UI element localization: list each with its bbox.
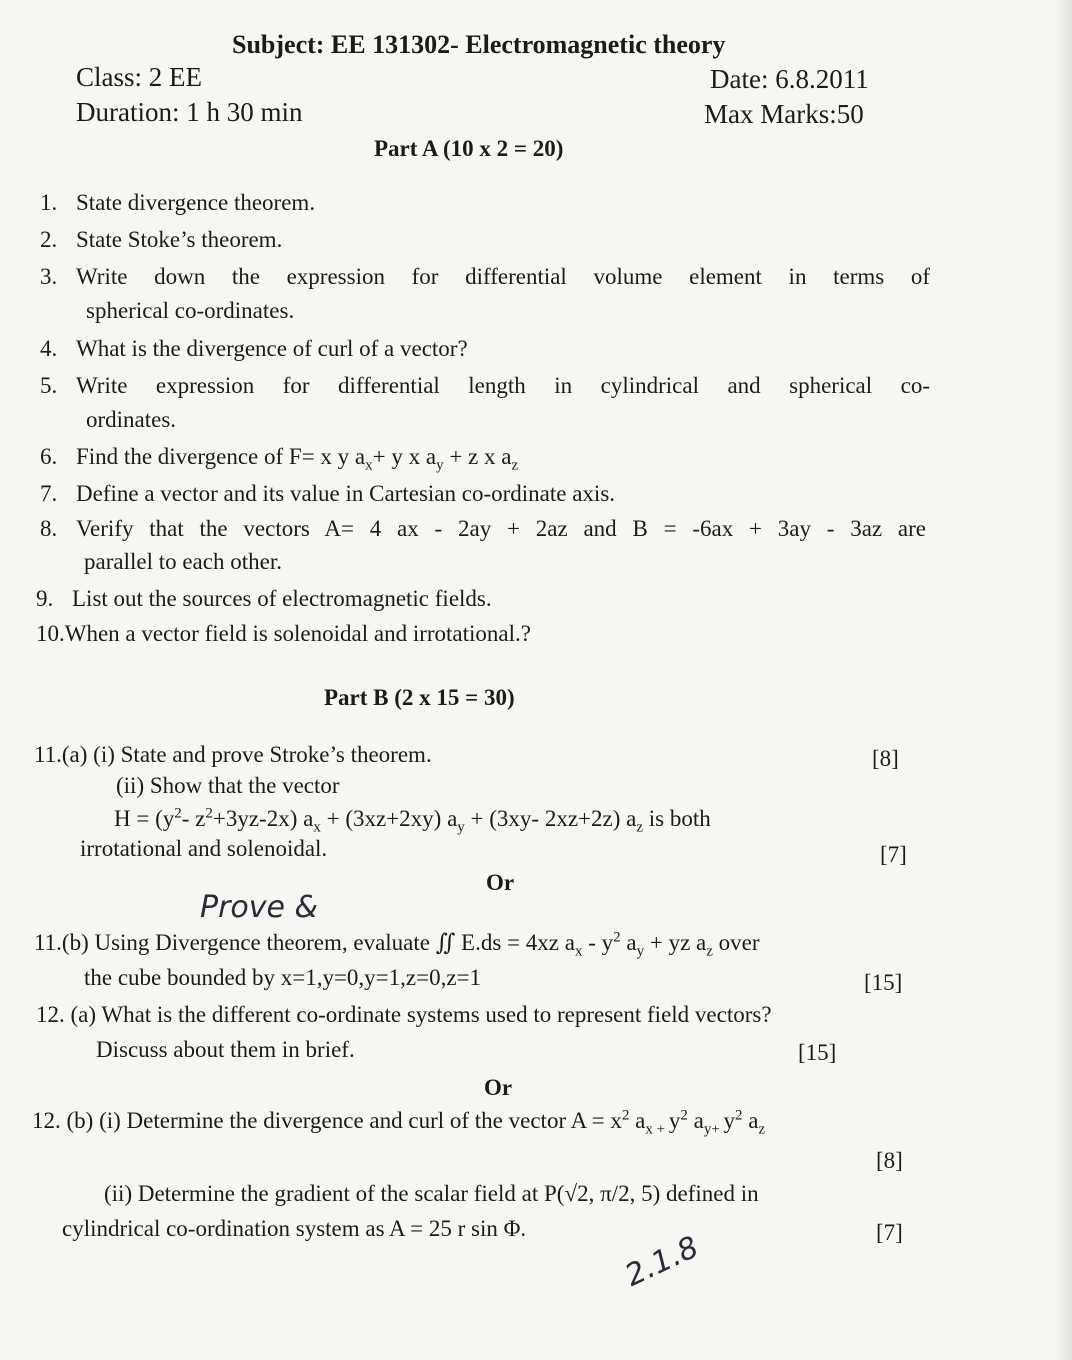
question-7: 7. Define a vector and its value in Cartesian co-ordinate axis. [40,481,616,506]
subject-title: Subject: EE 131302- Electromagnetic theory [232,30,726,59]
question-11b: 11.(b) Using Divergence theorem, evaluate ∬ E.ds = 4xz $a_x - y^2$ $a_y$ + yz $a_z$ over [34,929,760,960]
question-12b-ii: (ii) Determine the gradient of the scalar field at P(√2, π/2, 5) defined in [104,1181,759,1206]
question-3-cont: spherical co-ordinates. [86,298,295,323]
marks-12b-ii: [7] [876,1220,903,1245]
question-2: 2. State Stoke’s theorem. [40,227,283,252]
marks-11a-i: [8] [872,746,899,771]
question-11a-ii-end: irrotational and solenoidal. [80,836,328,861]
part-a-title: Part A (10 x 2 = 20) [374,136,564,161]
question-3: 3. Write down the expression for differential volume element in terms of [40,264,930,289]
duration-label: Duration: 1 h 30 min [76,97,303,127]
question-5-cont: ordinates. [86,407,177,432]
handwritten-bottom-note: 2.1.8 [620,1229,704,1294]
class-label: Class: 2 EE [76,62,202,92]
question-12b-ii-cont: cylindrical co-ordination system as A = 25 r sin Φ. [62,1216,527,1241]
part-b-title: Part B (2 x 15 = 30) [324,685,515,710]
question-8: 8. Verify that the vectors A= 4 ax - 2ay + 2az and B = -6ax + 3ay - 3az are [40,516,926,541]
question-12a-cont: Discuss about them in brief. [96,1037,355,1062]
question-10: 10.When a vector field is solenoidal and irrotational.? [36,621,531,646]
marks-12b-i: [8] [876,1148,903,1173]
max-marks-label: Max Marks:50 [704,99,864,129]
date-label: Date: 6.8.2011 [710,64,869,94]
or-divider-1: Or [486,870,515,895]
marks-12a: [15] [798,1040,837,1065]
question-4: 4. What is the divergence of curl of a vector? [40,336,468,361]
question-11b-cont: the cube bounded by x=1,y=0,y=1,z=0,z=1 [84,965,481,990]
or-divider-2: Or [484,1075,513,1100]
handwritten-note: Prove & [200,890,318,925]
question-11a-ii-expression: $H = (y^2-$ $z^2+3yz-2x$) $a_x + (3xz+2xy) a_y + (3xy-$ 2xz+2z) $a_z$ is both [114,805,711,836]
marks-11b: [15] [864,970,903,995]
question-12a: 12. (a) What is the different co-ordinate systems used to represent field vectors? [36,1002,772,1027]
question-12b-i: 12. (b) (i) Determine the divergence and curl of the vector $A = x^2$ $a_{x +}$ $y^2$ $a_{y+}$ $y^2$ $a_z$ [32,1107,766,1138]
question-1: 1. State divergence theorem. [40,190,316,215]
question-6: 6. Find the divergence of F= x y $a_x+ y$ x $a_y + z$ x $a_z$ [40,444,519,474]
question-11a-ii: (ii) Show that the vector [116,773,340,798]
question-11a-i: 11.(a) (i) State and prove Stroke’s theorem. [34,742,432,767]
question-8-cont: parallel to each other. [84,549,282,574]
question-9: 9. List out the sources of electromagnetic fields. [36,586,492,611]
question-5: 5. Write expression for differential length in cylindrical and spherical co- [40,373,930,398]
scan-edge-shadow [1054,0,1072,1360]
marks-11a-ii: [7] [880,842,907,867]
